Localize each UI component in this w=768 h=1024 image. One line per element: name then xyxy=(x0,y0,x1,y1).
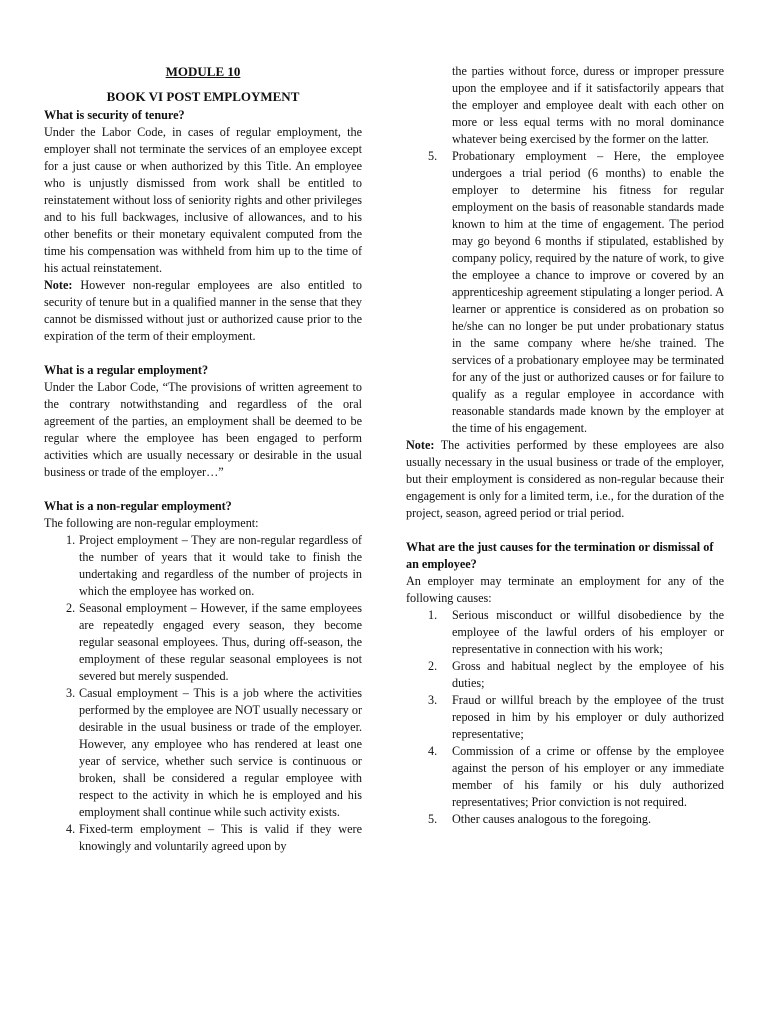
list-text: Fraud or willful breach by the employee of the trust reposed in him by his employer or duly authorized representative; xyxy=(452,693,724,741)
answer-security-of-tenure: Under the Labor Code, in cases of regular employment, the employer shall not terminate the services of an employee except for a just cause or when authorized by this Title. An employee who is unjustly dismissed from work shall be entitled to reinstatement without loss of seniority rights and other privileges and to his full backwages, inclusive of allowances, and to his other benefits or their monetary equivalent computed from the time his compensation was withheld from him up to the time of his actual reinstatement. xyxy=(44,125,362,275)
list-number: 2. xyxy=(66,601,76,615)
probationary-list xyxy=(406,148,724,437)
fixed-term-continuation: the parties without force, duress or improper pressure upon the employee and if it satisfactorily appears that the employer and employee dealt with each other on more or less equal terms with no moral dominance whatever being exercised by the former on the latter. xyxy=(452,64,724,146)
list-item xyxy=(44,532,362,600)
list-number: 4. xyxy=(428,744,438,758)
book-title: BOOK VI POST EMPLOYMENT xyxy=(106,89,300,104)
list-text: Project employment – They are non-regular regardless of the number of years that it would take to finish the undertaking and regardless of the number of projects in which the employee has worked on. xyxy=(79,533,362,598)
list-text: Casual employment – This is a job where the activities performed by the employee are NOT usually necessary or desirable in the usual business or trade of the employer. However, any employee who has rendered at least one year of service, whether such service is continuous or broken, shall be considered a regular employee with respect to the activity in which he is employed and his employment shall continue while such activity exists. xyxy=(79,686,362,819)
note-label: Note: xyxy=(406,438,435,452)
just-causes-intro: An employer may terminate an employment for any of the following causes: xyxy=(406,574,724,605)
list-text: Gross and habitual neglect by the employee of his duties; xyxy=(452,659,724,690)
left-column xyxy=(44,63,362,855)
list-item xyxy=(44,685,362,821)
note-text: However non-regular employees are also entitled to security of tenure but in a qualified manner in the sense that they cannot be dismissed without just or authorized cause prior to the expiration of the term of their employment. xyxy=(44,278,362,343)
list-item xyxy=(406,658,724,692)
list-number: 5. xyxy=(428,812,438,826)
list-item xyxy=(406,743,724,811)
list-text: Serious misconduct or willful disobedience by the employee of the lawful orders of his employer or representative in connection with his work; xyxy=(452,608,724,656)
list-number: 1. xyxy=(428,608,438,622)
list-number: 1. xyxy=(66,533,76,547)
list-text: Seasonal employment – However, if the same employees are repeatedly engaged every season, they become regular seasonal employees. Thus, during off-season, the employment of these regular seasonal employees is not severed but merely suspended. xyxy=(79,601,362,683)
list-text: Other causes analogous to the foregoing. xyxy=(452,812,652,826)
answer-regular-employment: Under the Labor Code, “The provisions of written agreement to the contrary notwithstanding and regardless of the oral agreement of the parties, an employment shall be deemed to be regular where the employee has been engaged to perform activities which are usually necessary or desirable in the usual business or trade of the employer…” xyxy=(44,380,362,479)
just-causes-list xyxy=(406,607,724,828)
list-item xyxy=(406,811,724,828)
list-item xyxy=(406,607,724,658)
note-non-regular-tenure xyxy=(44,277,362,345)
note-activities xyxy=(406,437,724,522)
list-text: Commission of a crime or offense by the employee against the person of his employer or any immediate member of his family or his duly authorized representatives; Prior conviction is not required. xyxy=(452,744,724,809)
list-item xyxy=(44,600,362,685)
right-column xyxy=(406,63,724,828)
question-just-causes: What are the just causes for the termination or dismissal of an employee? xyxy=(406,540,714,571)
list-item xyxy=(406,148,724,437)
note-label: Note: xyxy=(44,278,73,292)
list-item xyxy=(44,821,362,855)
non-regular-intro: The following are non-regular employment: xyxy=(44,516,259,530)
question-non-regular-employment: What is a non-regular employment? xyxy=(44,499,232,513)
module-title: MODULE 10 xyxy=(165,64,241,79)
list-number: 3. xyxy=(66,686,76,700)
list-text: Probationary employment – Here, the employee undergoes a trial period (6 months) to enable the employer to determine his fitness for regular employment on the basis of reasonable standards made known to him at the time of engagement. The period may go beyond 6 months if stipulated, established by company policy, required by the nature of work, to give the employee a chance to improve or covered by an apprenticeship agreement stipulating a longer period. A learner or apprentice is considered as on probation so he/she can no longer be put under probationary status in the same company where he/she trained. The services of a probationary employee may be terminated for any of the just or authorized causes or for failure to qualify as a regular employee in accordance with reasonable standards made known by the employer at the time of his engagement. xyxy=(452,149,724,435)
non-regular-list xyxy=(44,532,362,855)
list-number: 3. xyxy=(428,693,438,707)
list-number: 5. xyxy=(428,149,438,163)
list-item xyxy=(406,692,724,743)
list-number: 4. xyxy=(66,822,76,836)
list-number: 2. xyxy=(428,659,438,673)
question-regular-employment: What is a regular employment? xyxy=(44,363,209,377)
list-text: Fixed-term employment – This is valid if they were knowingly and voluntarily agreed upon by xyxy=(79,822,362,853)
question-security-of-tenure: What is security of tenure? xyxy=(44,108,185,122)
note-text: The activities performed by these employees are also usually necessary in the usual business or trade of the employer, but their employment is considered as non-regular because their engagement is only for a limited term, i.e., for the duration of the project, season, agreed period or trial period. xyxy=(406,438,724,520)
